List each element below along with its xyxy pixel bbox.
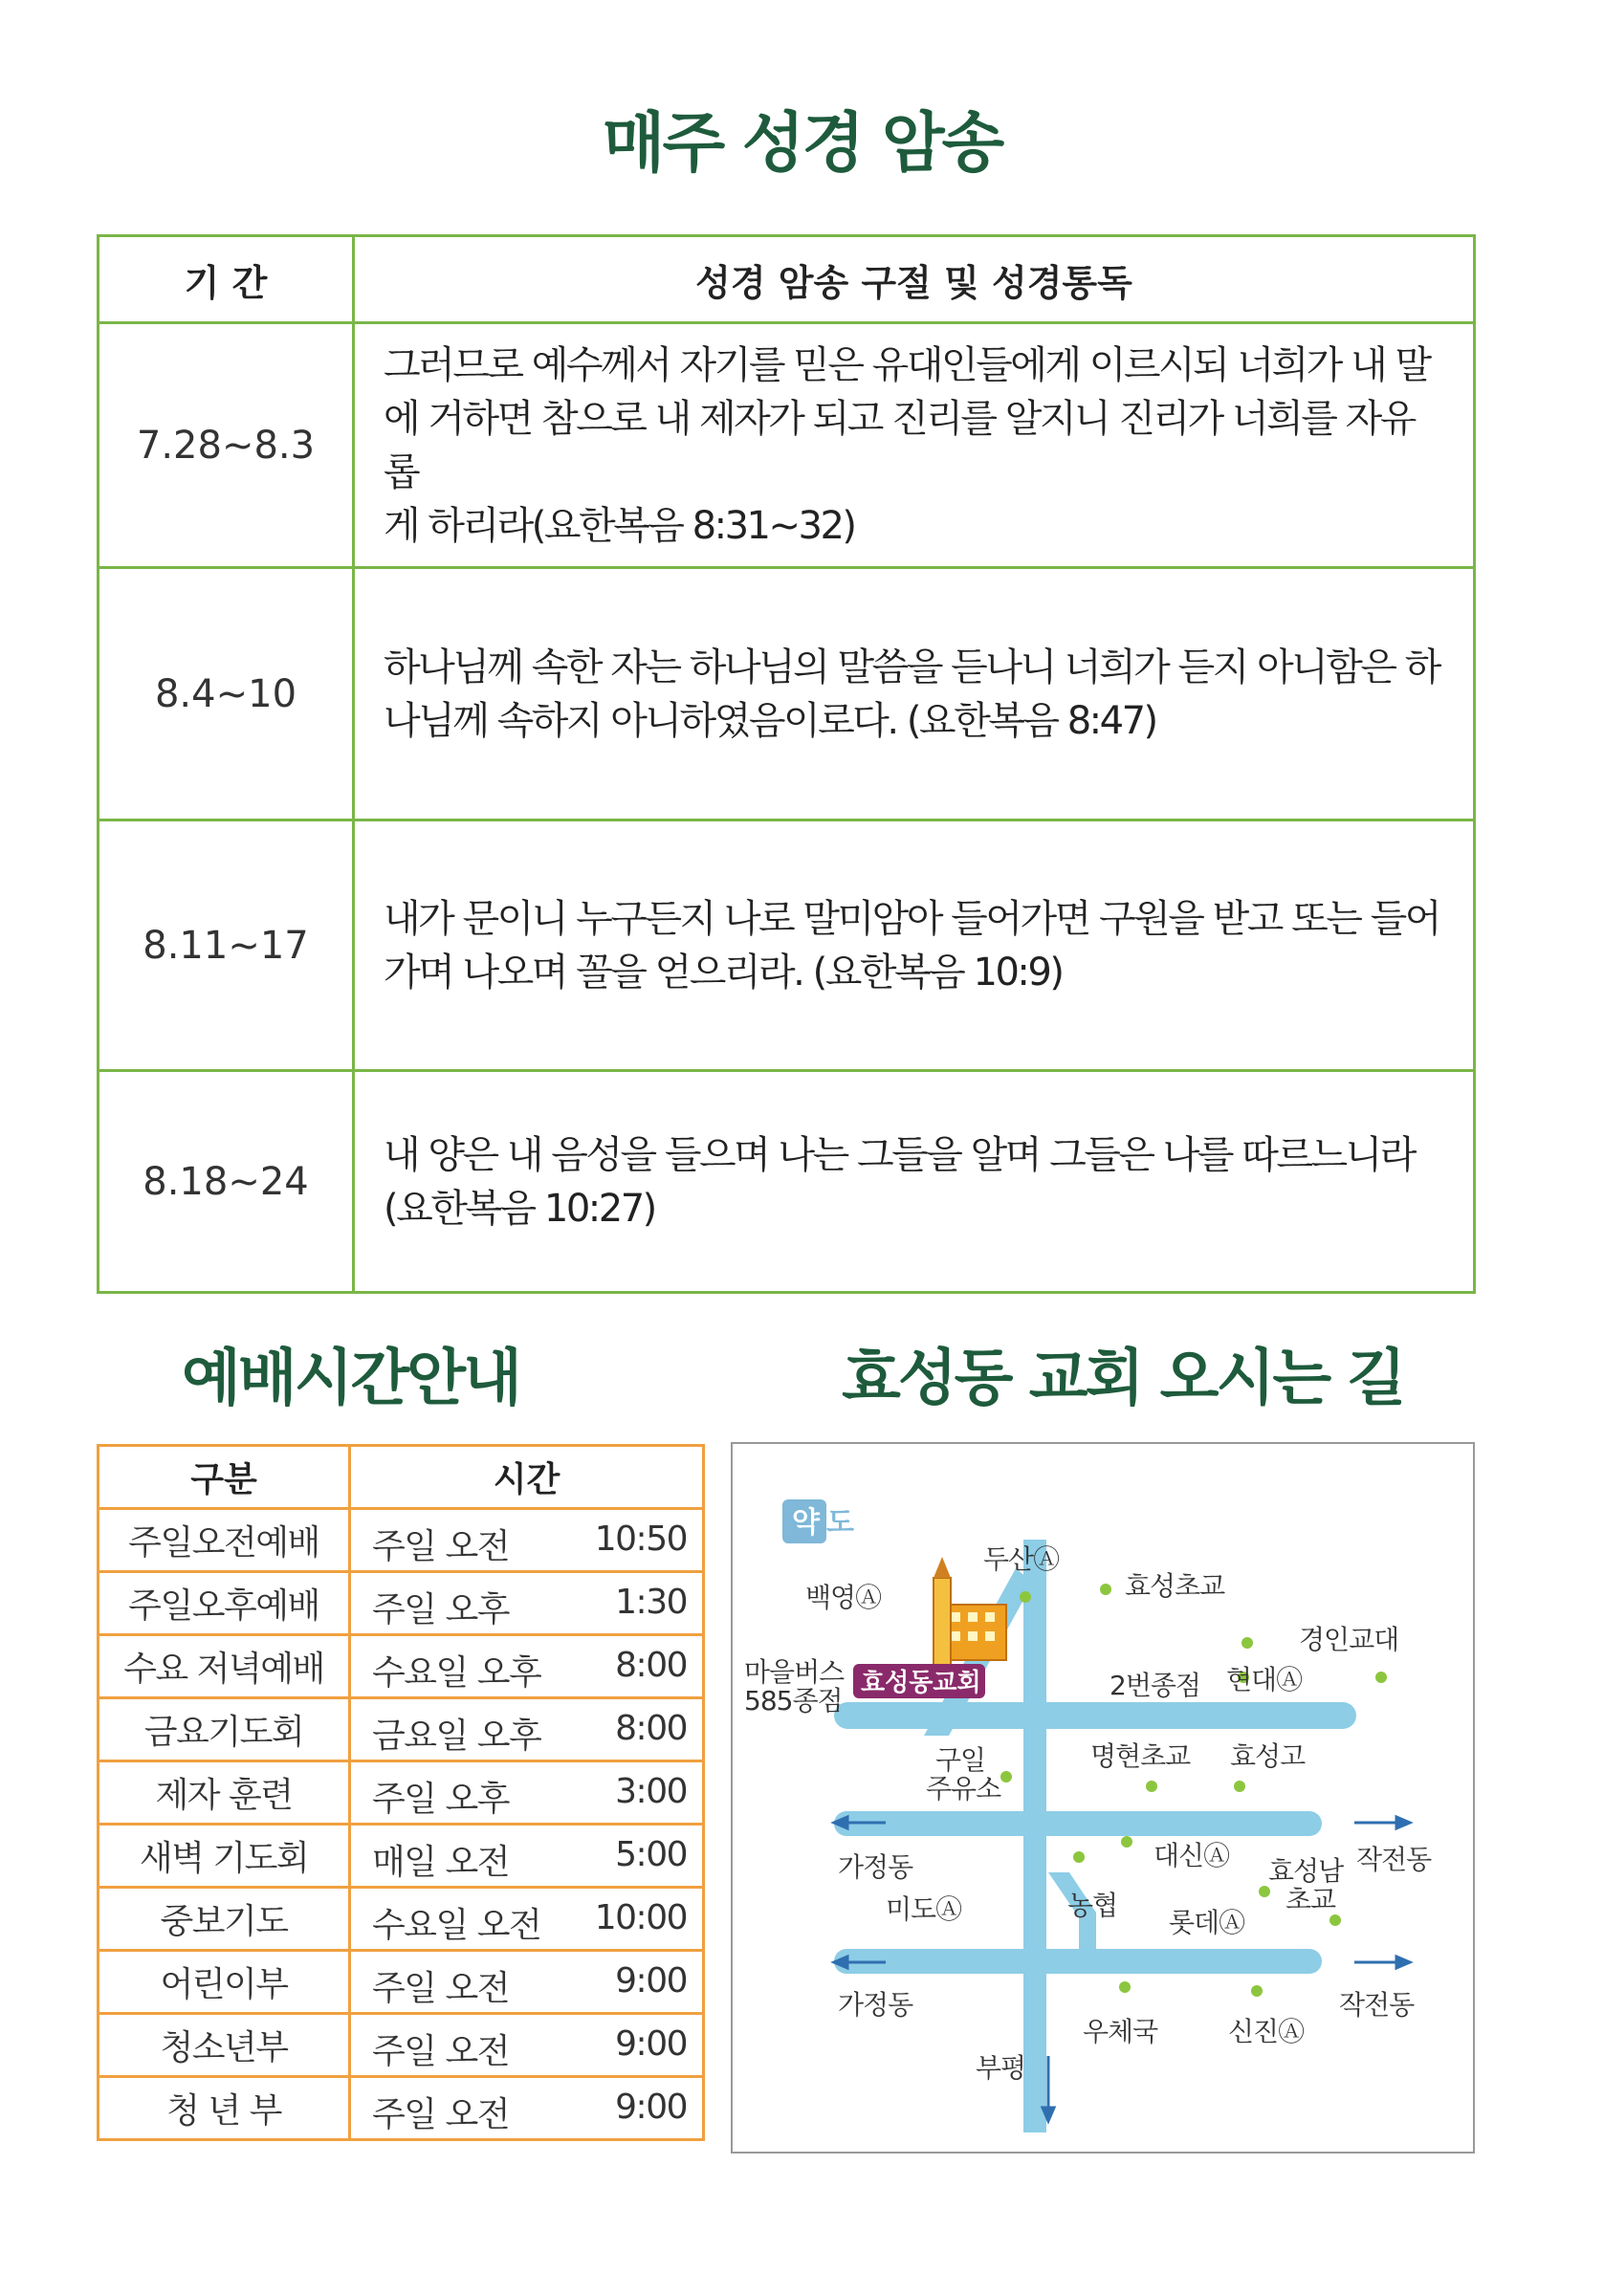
badge-sub: 도 xyxy=(826,1506,854,1540)
service-name: 수요 저녁예배 xyxy=(99,1635,350,1698)
road-middle xyxy=(834,1811,1322,1836)
service-time-cell xyxy=(350,1825,704,1888)
label-hyundai: 현대Ⓐ xyxy=(1226,1664,1303,1695)
verse-header: 성경 암송 구절 및 성경통독 xyxy=(354,236,1475,323)
arrow-right-icon xyxy=(1396,1957,1410,1968)
verse-line: 하나님께 속한 자는 하나님의 말씀을 듣나니 너희가 듣지 아니함은 하 xyxy=(384,645,1439,689)
label-gas-station: 구일 xyxy=(935,1744,986,1776)
label-mido: 미도Ⓐ xyxy=(886,1893,962,1925)
label-post: 우체국 xyxy=(1083,2016,1158,2047)
verse-header-row xyxy=(99,236,1475,323)
service-time-cell xyxy=(350,1951,704,2014)
label-store2: 2번종점 xyxy=(1110,1670,1200,1701)
service-name: 새벽 기도회 xyxy=(99,1825,350,1888)
service-time: 10:00 xyxy=(594,1898,687,1937)
service-time-cell xyxy=(350,1572,704,1635)
service-time: 8:00 xyxy=(615,1646,687,1685)
service-name: 청소년부 xyxy=(99,2014,350,2077)
map-svg xyxy=(733,1444,1473,2152)
service-day: 주일 오전 xyxy=(372,1969,510,2008)
service-day: 주일 오후 xyxy=(372,1780,510,1819)
label-doosan: 두산Ⓐ xyxy=(983,1543,1060,1575)
service-day: 금요일 오후 xyxy=(372,1717,541,1756)
road-bottom xyxy=(834,1949,1322,1974)
verse-cell xyxy=(354,568,1475,820)
service-day: 수요일 오후 xyxy=(372,1653,541,1693)
category-header: 구분 xyxy=(99,1446,350,1509)
period-cell: 8.18~24 xyxy=(99,1071,354,1293)
schedule-row xyxy=(99,1572,704,1635)
service-time-cell xyxy=(350,2014,704,2077)
directions-map xyxy=(731,1442,1475,2154)
service-time-cell xyxy=(350,1698,704,1761)
label-gajeong-top: 가정동 xyxy=(838,1851,913,1883)
service-name: 청 년 부 xyxy=(99,2077,350,2140)
label-hyoseongnam: 효성남 xyxy=(1268,1855,1344,1887)
schedule-row xyxy=(99,1509,704,1572)
label-jakjeon-bottom: 작전동 xyxy=(1339,1989,1415,2021)
service-day: 매일 오전 xyxy=(372,1843,510,1882)
verse-row xyxy=(99,1071,1475,1293)
service-time: 3:00 xyxy=(615,1772,687,1811)
service-day: 수요일 오전 xyxy=(372,1906,541,1945)
service-day: 주일 오전 xyxy=(372,2032,510,2071)
label-gyeongin-edu: 경인교대 xyxy=(1299,1624,1399,1655)
verse-line: 에 거하면 참으로 내 제자가 되고 진리를 알지니 진리가 너희를 자유롭 xyxy=(384,396,1415,494)
service-name: 중보기도 xyxy=(99,1888,350,1951)
schedule-table xyxy=(97,1444,705,2141)
schedule-row xyxy=(99,1888,704,1951)
service-time-cell xyxy=(350,1888,704,1951)
service-time: 5:00 xyxy=(615,1835,687,1874)
period-cell: 8.4~10 xyxy=(99,568,354,820)
label-daesin: 대신Ⓐ xyxy=(1154,1840,1230,1871)
service-name: 주일오후예배 xyxy=(99,1572,350,1635)
service-name: 금요기도회 xyxy=(99,1698,350,1761)
schedule-row xyxy=(99,2077,704,2140)
verse-line: 나님께 속하지 아니하였음이로다. (요한복음 8:47) xyxy=(384,698,1156,743)
service-day: 주일 오후 xyxy=(372,1590,510,1629)
verse-cell xyxy=(354,323,1475,568)
service-time: 9:00 xyxy=(615,2024,687,2064)
verse-line: 게 하리라(요한복음 8:31~32) xyxy=(384,503,855,548)
label-gas-station-2: 주유소 xyxy=(926,1773,1001,1804)
verse-row xyxy=(99,568,1475,820)
schedule-row xyxy=(99,2014,704,2077)
schedule-row xyxy=(99,1951,704,2014)
period-header: 기 간 xyxy=(99,236,354,323)
verse-line: 가며 나오며 꼴을 얻으리라. (요한복음 10:9) xyxy=(384,950,1063,995)
verse-line: 내 양은 내 음성을 들으며 나는 그들을 알며 그들은 나를 따르느니라 xyxy=(384,1132,1415,1177)
service-time-cell xyxy=(350,2077,704,2140)
arrow-right-icon xyxy=(1396,1817,1410,1828)
schedule-row xyxy=(99,1825,704,1888)
road-top xyxy=(834,1702,1356,1729)
verse-row xyxy=(99,820,1475,1071)
period-cell: 8.11~17 xyxy=(99,820,354,1071)
church-label: 효성동교회 xyxy=(861,1669,981,1697)
schedule-row xyxy=(99,1761,704,1825)
label-gajeong-bottom: 가정동 xyxy=(838,1989,913,2021)
label-jakjeon-top: 작전동 xyxy=(1356,1844,1432,1875)
label-hyoseong-elem: 효성초교 xyxy=(1125,1570,1225,1602)
time-header: 시간 xyxy=(350,1446,704,1509)
label-sinjin: 신진Ⓐ xyxy=(1228,2016,1305,2047)
service-time: 8:00 xyxy=(615,1709,687,1748)
memorization-title: 매주 성경 암송 xyxy=(602,106,1002,182)
verse-line: (요한복음 10:27) xyxy=(384,1186,655,1231)
worship-title: 예배시간안내 xyxy=(182,1344,519,1414)
label-hyoseong-high: 효성고 xyxy=(1230,1740,1306,1772)
label-bupyeong: 부평 xyxy=(976,2052,1026,2084)
service-time-cell xyxy=(350,1509,704,1572)
verse-line: 내가 문이니 누구든지 나로 말미암아 들어가면 구원을 받고 또는 들어 xyxy=(384,896,1439,941)
label-bus-terminal: 585종점 xyxy=(744,1685,843,1717)
service-name: 제자 훈련 xyxy=(99,1761,350,1825)
schedule-header-row xyxy=(99,1446,704,1509)
label-baekyoung: 백영Ⓐ xyxy=(805,1582,882,1613)
service-time-cell xyxy=(350,1635,704,1698)
schedule-row xyxy=(99,1635,704,1698)
period-cell: 7.28~8.3 xyxy=(99,323,354,568)
verse-table xyxy=(97,234,1476,1294)
service-name: 어린이부 xyxy=(99,1951,350,2014)
service-time: 1:30 xyxy=(615,1583,687,1622)
service-time: 9:00 xyxy=(615,1961,687,2001)
label-lotte: 롯데Ⓐ xyxy=(1169,1907,1245,1938)
label-myeonghyeon: 명현초교 xyxy=(1090,1740,1191,1772)
service-time: 9:00 xyxy=(615,2088,687,2127)
verse-cell xyxy=(354,820,1475,1071)
schedule-row xyxy=(99,1698,704,1761)
label-nonghyup: 농협 xyxy=(1067,1890,1118,1921)
service-day: 주일 오전 xyxy=(372,2095,510,2134)
badge-main: 약 xyxy=(792,1506,820,1540)
directions-title: 효성동 교회 오시는 길 xyxy=(842,1344,1404,1414)
label-hyoseongnam-2: 초교 xyxy=(1285,1884,1336,1915)
verse-row xyxy=(99,323,1475,568)
service-time-cell xyxy=(350,1761,704,1825)
service-time: 10:50 xyxy=(594,1520,687,1559)
verse-cell xyxy=(354,1071,1475,1293)
service-name: 주일오전예배 xyxy=(99,1509,350,1572)
verse-line: 그러므로 예수께서 자기를 믿은 유대인들에게 이르시되 너희가 내 말 xyxy=(384,342,1430,387)
label-bus: 마을버스 xyxy=(744,1656,845,1688)
service-day: 주일 오전 xyxy=(372,1527,510,1566)
